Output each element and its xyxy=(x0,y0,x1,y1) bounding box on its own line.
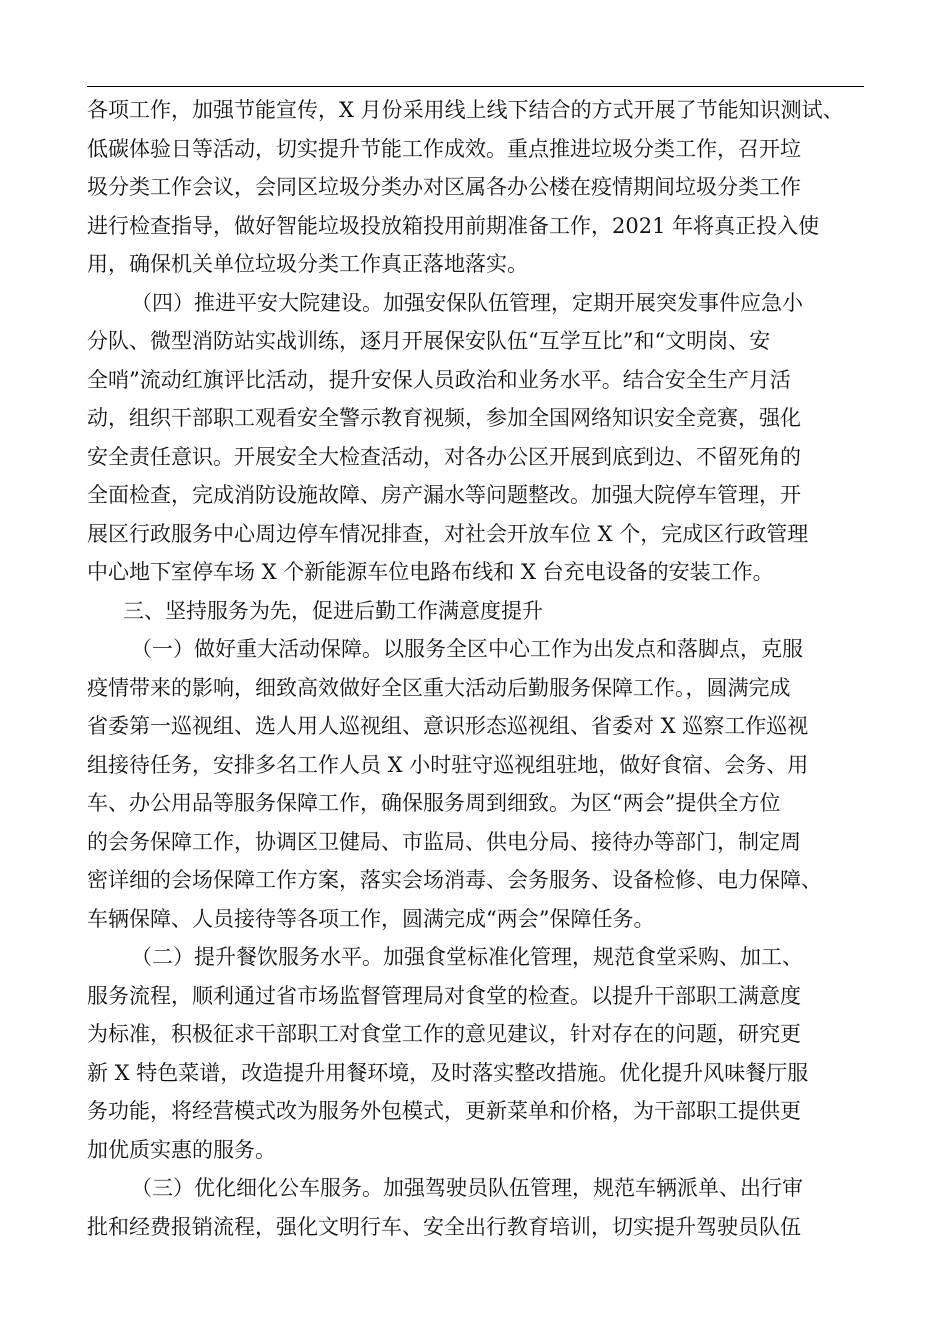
text-line: 动，组织干部职工观看安全警示教育视频，参加全国网络知识安全竞赛，强化 xyxy=(87,406,801,430)
text-line: 车、办公用品等服务保障工作，确保服务周到细致。为区“两会”提供全方位 xyxy=(87,791,781,815)
text-line: 安全责任意识。开展安全大检查活动，对各办公区开展到底到边、不留死角的 xyxy=(87,444,801,469)
text-line: 中心地下室停车场 X 个新能源车位电路布线和 X 台充电设备的安装工作。 xyxy=(87,560,774,584)
text-line: 车辆保障、人员接待等各项工作，圆满完成“两会”保障任务。 xyxy=(87,906,655,931)
paragraph-major-events xyxy=(87,630,880,938)
text-line: 全面检查，完成消防设施故障、房产漏水等问题整改。加强大院停车管理，开 xyxy=(87,483,801,507)
text-line: （一）做好重大活动保障。以服务全区中心工作为出发点和落脚点，克服 xyxy=(131,637,803,661)
text-line: 服务流程，顺利通过省市场监督管理局对食堂的检查。以提升干部职工满意度 xyxy=(87,983,801,1008)
text-line: 展区行政服务中心周边停车情况排查，对社会开放车位 X 个，完成区行政管理 xyxy=(87,521,809,546)
paragraph-official-vehicles xyxy=(87,1169,880,1246)
text-line: 新 X 特色菜谱，改造提升用餐环境，及时落实整改措施。优化提升风味餐厅服 xyxy=(87,1060,809,1085)
text-line: 分队、微型消防站实战训练，逐月开展保安队伍“互学互比”和“文明岗、安 xyxy=(87,329,771,353)
text-line: （三）优化细化公车服务。加强驾驶员队伍管理，规范车辆派单、出行审 xyxy=(131,1176,803,1200)
text-line: 加优质实惠的服务。 xyxy=(87,1137,276,1162)
paragraph-safety-compound xyxy=(87,284,880,592)
text-line: 组接待任务，安排多名工作人员 X 小时驻守巡视组驻地，做好食宿、会务、用 xyxy=(87,752,809,777)
text-line: 低碳体验日等活动，切实提升节能工作成效。重点推进垃圾分类工作，召开垃 xyxy=(87,136,801,161)
text-line: 密详细的会场保障工作方案，落实会场消毒、会务服务、设备检修、电力保障、 xyxy=(87,868,822,892)
section-heading: 三、坚持服务为先，促进后勤工作满意度提升 xyxy=(123,598,543,623)
text-line: 的会务保障工作，协调区卫健局、市监局、供电分局、接待办等部门，制定周 xyxy=(87,829,801,854)
text-line: 全哨”流动红旗评比活动，提升安保人员政治和业务水平。结合安全生产月活 xyxy=(87,367,791,392)
text-line: （二）提升餐饮服务水平。加强食堂标准化管理，规范食堂采购、加工、 xyxy=(131,945,803,969)
text-line: 各项工作，加强节能宣传，X 月份采用线上线下结合的方式开展了节能知识测试、 xyxy=(87,98,844,122)
text-line: 批和经费报销流程，强化文明行车、安全出行教育培训，切实提升驾驶员队伍 xyxy=(87,1214,801,1239)
text-line: 省委第一巡视组、选人用人巡视组、意识形态巡视组、省委对 X 巡察工作巡视 xyxy=(87,714,809,738)
document-body xyxy=(87,91,880,1246)
header-rule xyxy=(87,86,864,87)
paragraph-catering xyxy=(87,938,880,1169)
text-line: 务功能，将经营模式改为服务外包模式，更新菜单和价格，为干部职工提供更 xyxy=(87,1099,801,1123)
text-line: 用，确保机关单位垃圾分类工作真正落地落实。 xyxy=(87,252,528,276)
section-heading-service-first xyxy=(87,592,880,631)
paragraph-energy-waste xyxy=(87,91,880,284)
text-line: 为标准，积极征求干部职工对食堂工作的意见建议，针对存在的问题，研究更 xyxy=(87,1022,801,1046)
text-line: （四）推进平安大院建设。加强安保队伍管理，定期开展突发事件应急小 xyxy=(131,290,803,315)
text-line: 进行检查指导，做好智能垃圾投放箱投用前期准备工作，2021 年将真正投入使 xyxy=(87,213,820,238)
text-line: 圾分类工作会议，会同区垃圾分类办对区属各办公楼在疫情期间垃圾分类工作 xyxy=(87,175,801,199)
text-line: 疫情带来的影响，细致高效做好全区重大活动后勤服务保障工作。，圆满完成 xyxy=(87,675,791,700)
